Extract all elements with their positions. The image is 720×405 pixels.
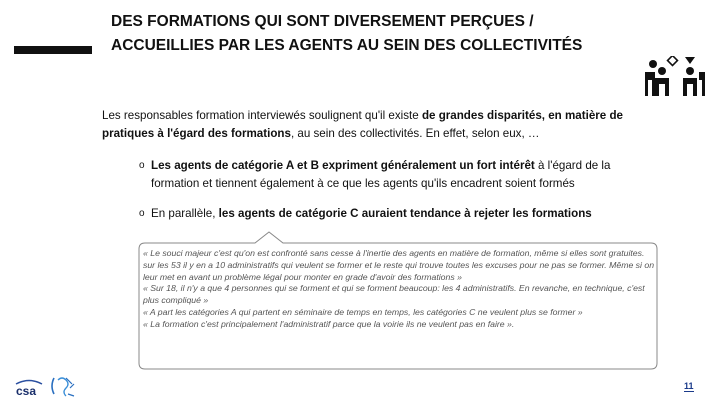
quote: « La formation c'est principalement l'administratif parce que la voirie ils ne veulent pas en faire ». [143, 318, 515, 329]
bullet-item [139, 205, 659, 223]
intro-text: Les responsables formation interviewés soulignent qu'il existe [102, 109, 422, 122]
bullet-emphasis: Les agents de catégorie A et B expriment généralement un fort intérêt [151, 159, 535, 172]
cnfpt-logo [48, 374, 78, 400]
bullet-item [139, 157, 659, 193]
quote: « Le souci majeur c'est qu'on est confronté sans cesse à l'inertie des agents en matière de formation, même si elles sont gratuites. sur les 53 il y en a 10 administratifs qui veulent se former et le reste qui trouve toutes les excuses pour ne pas se former. Même si on leur met en avant un problème légal pour monter en grade d'avoir des formations » [143, 248, 655, 282]
title-line-2: ACCUEILLIES PAR LES AGENTS AU SEIN DES COLLECTIVITÉS [111, 37, 583, 54]
page-title [111, 10, 691, 58]
quote: « A part les catégories A qui partent en séminaire de temps en temps, les catégories C ne veulent plus se former » [143, 306, 583, 317]
people-icon [643, 56, 707, 98]
intro-text-end: , au sein des collectivités. En effet, selon eux, … [290, 127, 540, 140]
page-number: 11 [684, 381, 694, 391]
title-accent-bar [14, 46, 92, 54]
quotes-callout [133, 231, 663, 371]
bullet-marker: o [139, 208, 145, 219]
quote: « Sur 18, il n'y a que 4 personnes qui se forment et qui se forment beaucoup: les 4 administratifs. En revanche, en technique, c'est plus compliqué » [143, 283, 645, 306]
bullet-body [139, 157, 659, 193]
bullet-body [139, 205, 659, 223]
intro-emphasis: de grandes disparités, en matière de pratiques à l'égard des formations [102, 109, 623, 140]
intro-paragraph [102, 107, 662, 143]
bullet-text: à l'égard de la formation et tiennent également à ce que les agents qu'ils encadrent soient formés [151, 159, 611, 190]
title-line-1: DES FORMATIONS QUI SONT DIVERSEMENT PERÇUES / [111, 13, 534, 30]
csa-logo [14, 378, 44, 398]
csa-logo-text: csa [16, 384, 37, 398]
bullet-marker: o [139, 160, 145, 171]
bullet-text: En parallèle, [151, 207, 219, 220]
quotes-list [143, 248, 657, 331]
bullet-emphasis: les agents de catégorie C auraient tendance à rejeter les formations [218, 207, 592, 220]
